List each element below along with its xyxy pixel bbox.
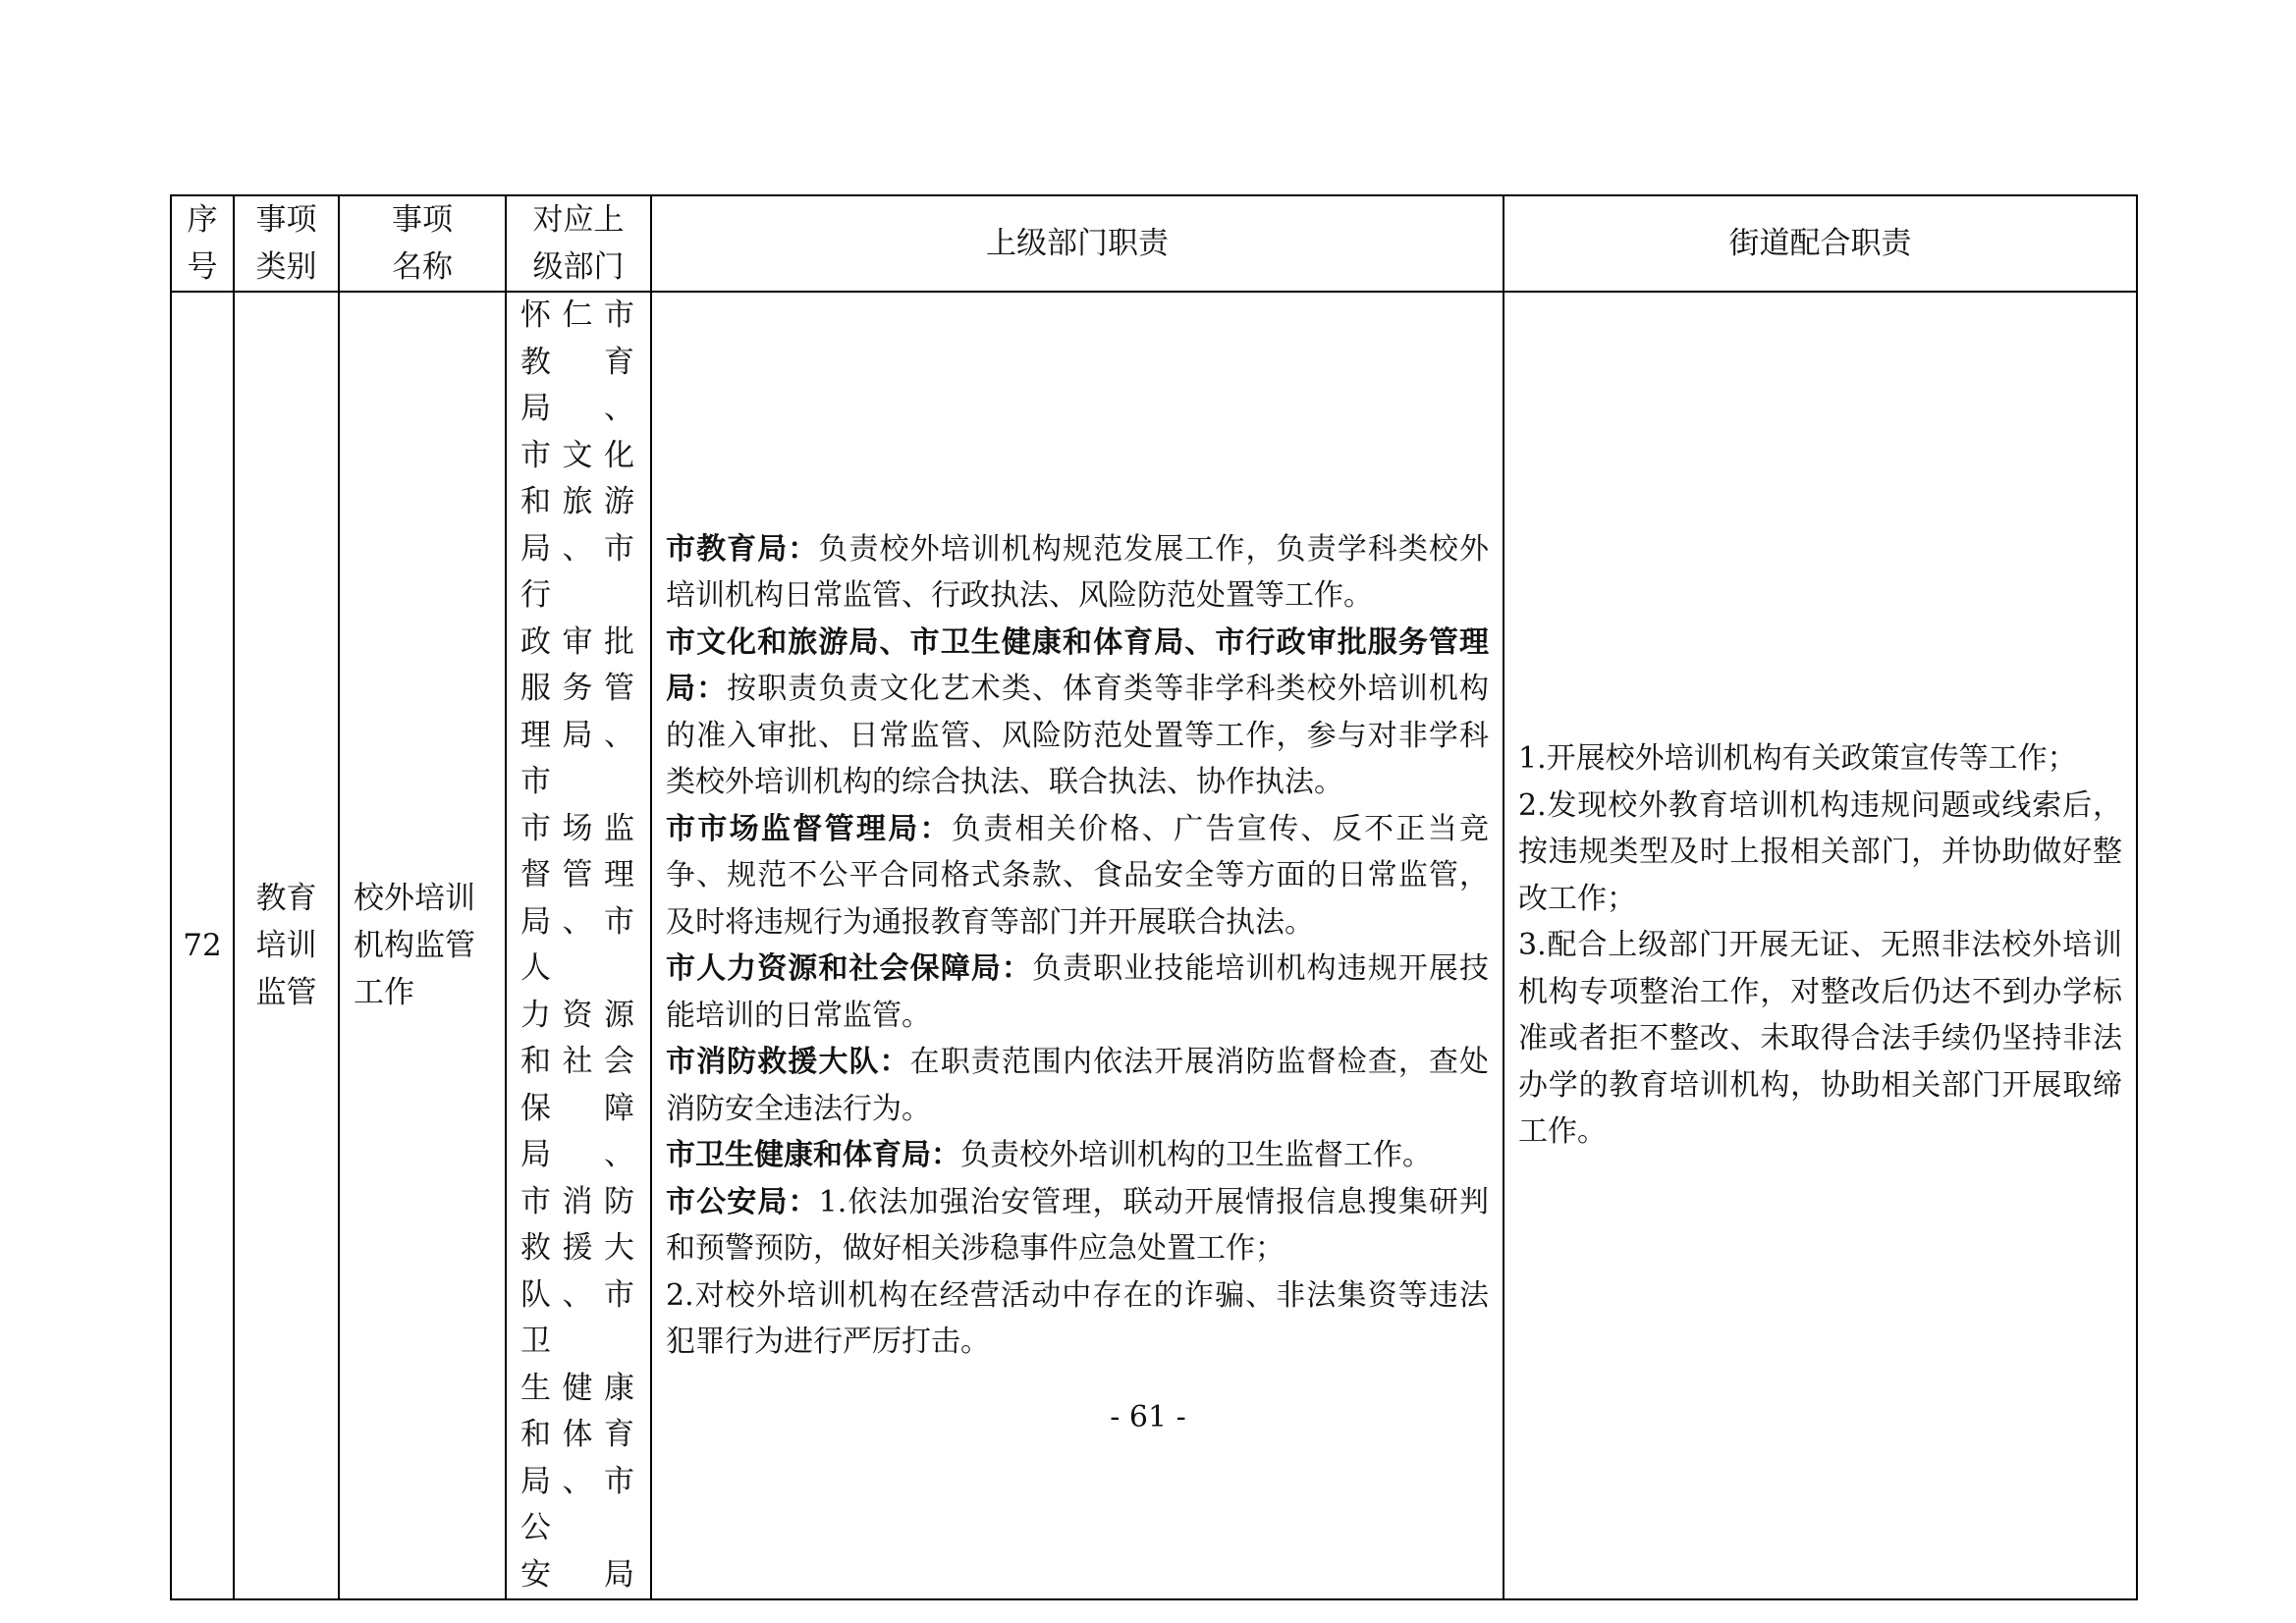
dept-line: 理局、市	[520, 717, 636, 799]
category-value: 教育培训监管	[255, 881, 317, 1010]
duty-dept: 市人力资源和社会保障局：	[666, 951, 1032, 986]
dept-line: 市消防	[520, 1183, 636, 1219]
dept-line: 和体育	[520, 1417, 636, 1452]
duty-text: 按职责负责文化艺术类、体育类等非学科类校外培训机构的准入审批、日常监管、风险防范处置等工作，参与对非学科类校外培训机构的综合执法、联合执法、协作执法。	[666, 672, 1490, 799]
dept-line: 安局	[520, 1556, 636, 1593]
header-seq: 序号	[171, 195, 234, 292]
dept-line: 市文化	[520, 437, 636, 473]
dept-line: 局、市公	[520, 1463, 636, 1545]
dept-line: 局、市人	[520, 903, 636, 986]
street-duty-item: 1.开展校外培训机构有关政策宣传等工作；	[1518, 741, 2077, 777]
dept-line: 服务管	[520, 671, 636, 706]
dept-line: 生健康	[520, 1370, 636, 1406]
duty-block	[666, 620, 1489, 806]
duty-dept: 市卫生健康和体育局：	[666, 1138, 960, 1172]
duty-block	[666, 1039, 1489, 1132]
duty-text: 1.依法加强治安管理，联动开展情报信息搜集研判和预警预防，做好相关涉稳事件应急处置工作；	[666, 1184, 1490, 1266]
duty-text: 在职责范围内依法开展消防监督检查，查处消防安全违法行为。	[666, 1045, 1490, 1126]
street-duty-list	[1504, 735, 2136, 1156]
dept-line: 救援大	[520, 1230, 636, 1266]
header-category: 事项类别	[234, 195, 339, 292]
dept-line: 教育局、	[520, 344, 636, 426]
dept-line: 力资源	[520, 997, 636, 1033]
street-duty-item: 2.发现校外教育培训机构违规问题或线索后，按违规类型及时上报相关部门，并协助做好整改工作；	[1518, 787, 2122, 916]
header-name: 事项名称	[339, 195, 506, 292]
duty-block	[666, 1132, 1489, 1179]
street-duty-item: 3.配合上级部门开展无证、无照非法校外培训机构专项整治工作，对整改后仍达不到办学标准或者拒不整改、未取得合法手续仍坚持非法办学的教育培训机构，协助相关部门开展取缔工作。	[1518, 928, 2122, 1150]
duty-dept: 市文化和旅游局、市卫生健康和体育局、市行政审批服务管理局：	[666, 624, 1489, 706]
page-number: - 61 -	[1110, 1400, 1186, 1434]
duty-text: 2.对校外培训机构在经营活动中存在的诈骗、非法集资等违法犯罪行为进行严厉打击。	[666, 1277, 1489, 1359]
dept-line: 督管理	[520, 857, 636, 893]
dept-line: 保障局、	[520, 1090, 636, 1172]
duty-text: 负责校外培训机构的卫生监督工作。	[960, 1138, 1432, 1172]
dept-line: 队、市卫	[520, 1276, 636, 1359]
duty-dept: 市公安局：	[666, 1184, 819, 1219]
dept-line: 和旅游	[520, 484, 636, 519]
responsibility-table	[170, 194, 2138, 1600]
dept-line: 政审批	[520, 623, 636, 660]
dept-line: 怀仁市	[520, 298, 636, 333]
duty-block	[666, 806, 1489, 947]
header-street-duty: 街道配合职责	[1503, 195, 2137, 292]
header-dept: 对应上级部门	[506, 195, 651, 292]
dept-line: 市场监	[520, 810, 636, 846]
duty-dept: 市教育局：	[666, 531, 819, 567]
duty-block	[666, 1179, 1489, 1272]
header-row	[171, 195, 2137, 292]
upper-duty-list	[652, 526, 1503, 1366]
dept-line: 局、市行	[520, 530, 636, 613]
duty-block	[666, 946, 1489, 1039]
seq-value: 72	[183, 928, 222, 963]
duty-dept: 市市场监督管理局：	[666, 811, 952, 846]
dept-line: 和社会	[520, 1044, 636, 1079]
duty-text: 负责校外培训机构规范发展工作，负责学科类校外培训机构日常监管、行政执法、风险防范处置等工作。	[666, 531, 1490, 613]
duty-block	[666, 526, 1489, 620]
name-value: 校外培训机构监管工作	[354, 881, 475, 1010]
duty-block	[666, 1272, 1489, 1366]
duty-dept: 市消防救援大队：	[666, 1045, 910, 1079]
duty-text: 负责相关价格、广告宣传、反不正当竞争、规范不公平合同格式条款、食品安全等方面的日常监管，及时将违规行为通报教育等部门并开展联合执法。	[666, 811, 1490, 940]
header-upper-duty: 上级部门职责	[651, 195, 1503, 292]
duty-text: 负责职业技能培训机构违规开展技能培训的日常监管。	[666, 951, 1490, 1033]
